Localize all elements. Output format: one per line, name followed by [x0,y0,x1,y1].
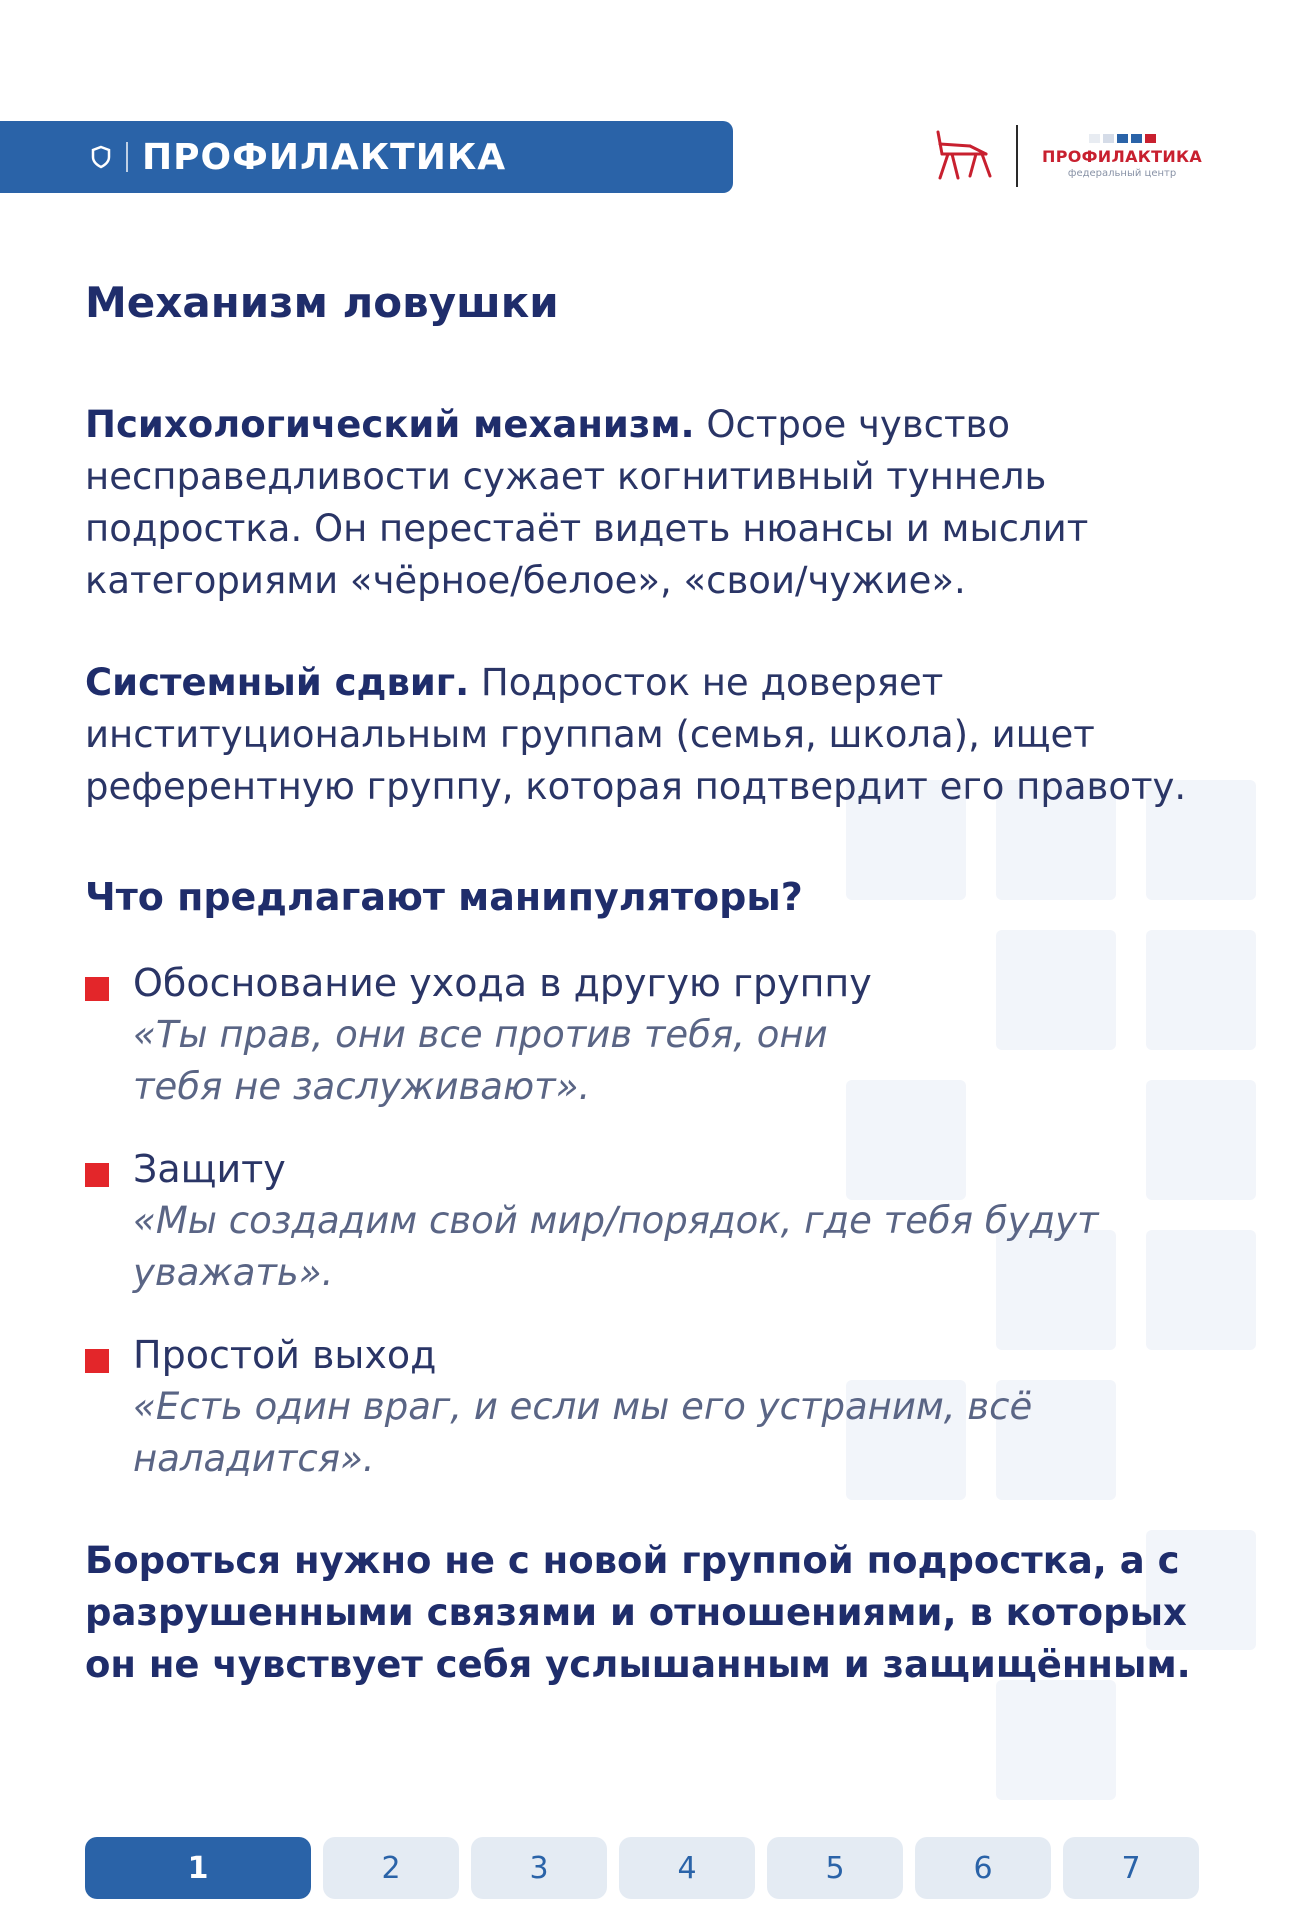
bullet-square-icon [85,977,109,1001]
bullet-quote: «Мы создадим свой мир/порядок, где тебя будут уважать». [133,1199,1099,1294]
bullet-quote: «Есть один враг, и если мы его устраним, всё наладится». [133,1385,1033,1480]
pagination [85,1837,1199,1899]
paragraph-psychological [85,399,1235,607]
brand-logo [1042,134,1202,179]
paragraph-text: Подросток не доверяет институциональным группам (семья, школа), ищет референтную группу, которая подтвердит его правоту. [85,661,1187,808]
page-button-2[interactable]: 2 [323,1837,459,1899]
brand-name: ПРОФИЛАКТИКА [1042,146,1203,166]
header-title: ПРОФИЛАКТИКА [142,136,507,178]
logo-divider [1016,125,1018,187]
bullet-heading: Простой выход [133,1333,437,1377]
brand-squares [1089,134,1156,143]
paragraph-lead: Психологический механизм. [85,403,695,446]
page-button-1[interactable]: 1 [85,1837,311,1899]
section-title: Что предлагают манипуляторы? [85,875,803,919]
bullet-list [85,957,1235,1485]
page-button-4[interactable]: 4 [619,1837,755,1899]
bullet-square-icon [85,1163,109,1187]
list-item [85,1143,1235,1299]
conclusion-text: Бороться нужно не с новой группой подростка, а с разрушенными связями и отношениями, в которых он не чувствует себя услышанным и защищённым. [85,1539,1191,1686]
chair-emblem-icon [930,124,1000,188]
bullet-quote: «Ты прав, они все против тебя, они тебя не заслуживают». [133,1013,828,1108]
paragraph-systemic [85,657,1235,813]
page-button-3[interactable]: 3 [471,1837,607,1899]
brand-subtitle: федеральный центр [1067,167,1177,179]
page-button-5[interactable]: 5 [767,1837,903,1899]
main-content [85,270,1235,1691]
bullet-square-icon [85,1349,109,1373]
shield-icon [90,145,112,169]
page-button-7[interactable]: 7 [1063,1837,1199,1899]
paragraph-text: Острое чувство несправедливости сужает когнитивный туннель подростка. Он перестаёт видеть нюансы и мыслит категориями «чёрное/белое», «свои/чужие». [85,403,1089,602]
header-bar [0,121,733,193]
partner-logos [930,124,1202,188]
bullet-heading: Обоснование ухода в другую группу [133,961,872,1005]
page-button-6[interactable]: 6 [915,1837,1051,1899]
page-title: Механизм ловушки [85,278,559,327]
bullet-heading: Защиту [133,1147,286,1191]
list-item [85,957,1235,1113]
paragraph-lead: Системный сдвиг. [85,661,470,704]
header-divider [126,142,128,172]
list-item [85,1329,1235,1485]
